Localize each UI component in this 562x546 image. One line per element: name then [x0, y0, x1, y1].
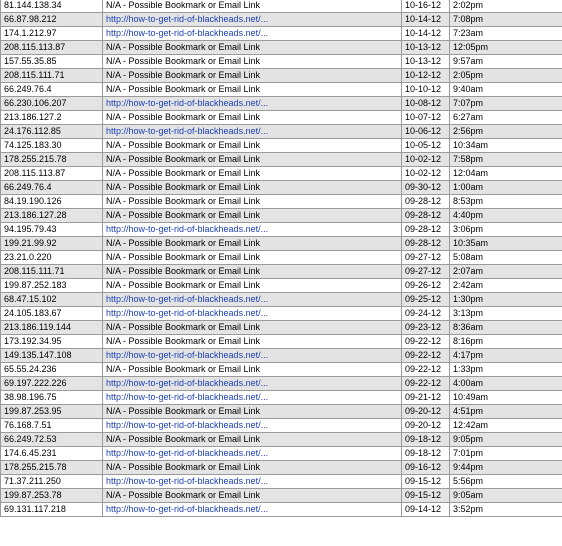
referrer-cell: N/A - Possible Bookmark or Email Link: [103, 363, 402, 377]
time-cell: 9:05pm: [450, 433, 562, 447]
time-cell: 6:27am: [450, 111, 562, 125]
referrer-link[interactable]: http://how-to-get-rid-of-blackheads.net/...: [103, 377, 402, 391]
table-row: [1, 307, 562, 321]
referrer-link[interactable]: http://how-to-get-rid-of-blackheads.net/...: [103, 293, 402, 307]
visitor-log-body: [1, 0, 562, 517]
date-cell: 09-22-12: [402, 349, 450, 363]
ip-address-cell: 84.19.190.126: [1, 195, 103, 209]
ip-address-cell: 199.87.253.95: [1, 405, 103, 419]
date-cell: 09-15-12: [402, 489, 450, 503]
table-row: [1, 279, 562, 293]
table-row: [1, 335, 562, 349]
table-row: [1, 41, 562, 55]
referrer-link[interactable]: http://how-to-get-rid-of-blackheads.net/...: [103, 349, 402, 363]
time-cell: 4:17pm: [450, 349, 562, 363]
date-cell: 10-06-12: [402, 125, 450, 139]
ip-address-cell: 208.115.113.87: [1, 41, 103, 55]
date-cell: 10-10-12: [402, 83, 450, 97]
ip-address-cell: 66.230.106.207: [1, 97, 103, 111]
table-row: [1, 447, 562, 461]
table-row: [1, 475, 562, 489]
referrer-link[interactable]: http://how-to-get-rid-of-blackheads.net/...: [103, 125, 402, 139]
ip-address-cell: 68.47.15.102: [1, 293, 103, 307]
date-cell: 09-26-12: [402, 279, 450, 293]
date-cell: 10-12-12: [402, 69, 450, 83]
referrer-cell: N/A - Possible Bookmark or Email Link: [103, 0, 402, 13]
ip-address-cell: 199.21.99.92: [1, 237, 103, 251]
ip-address-cell: 24.176.112.85: [1, 125, 103, 139]
table-row: [1, 489, 562, 503]
time-cell: 7:08pm: [450, 13, 562, 27]
referrer-cell: N/A - Possible Bookmark or Email Link: [103, 41, 402, 55]
ip-address-cell: 157.55.35.85: [1, 55, 103, 69]
date-cell: 09-28-12: [402, 223, 450, 237]
time-cell: 2:05pm: [450, 69, 562, 83]
time-cell: 4:00am: [450, 377, 562, 391]
table-row: [1, 251, 562, 265]
table-row: [1, 139, 562, 153]
referrer-cell: N/A - Possible Bookmark or Email Link: [103, 489, 402, 503]
time-cell: 5:08am: [450, 251, 562, 265]
referrer-cell: N/A - Possible Bookmark or Email Link: [103, 251, 402, 265]
referrer-cell: N/A - Possible Bookmark or Email Link: [103, 237, 402, 251]
date-cell: 09-22-12: [402, 377, 450, 391]
table-row: [1, 0, 562, 13]
table-row: [1, 391, 562, 405]
time-cell: 2:02pm: [450, 0, 562, 13]
table-row: [1, 461, 562, 475]
date-cell: 09-20-12: [402, 405, 450, 419]
ip-address-cell: 178.255.215.78: [1, 153, 103, 167]
ip-address-cell: 208.115.113.87: [1, 167, 103, 181]
ip-address-cell: 178.255.215.78: [1, 461, 103, 475]
time-cell: 1:33pm: [450, 363, 562, 377]
referrer-link[interactable]: http://how-to-get-rid-of-blackheads.net/...: [103, 27, 402, 41]
date-cell: 10-08-12: [402, 97, 450, 111]
table-row: [1, 111, 562, 125]
ip-address-cell: 208.115.111.71: [1, 265, 103, 279]
referrer-cell: N/A - Possible Bookmark or Email Link: [103, 195, 402, 209]
ip-address-cell: 173.192.34.95: [1, 335, 103, 349]
table-row: [1, 419, 562, 433]
table-row: [1, 167, 562, 181]
time-cell: 3:52pm: [450, 503, 562, 517]
ip-address-cell: 199.87.253.78: [1, 489, 103, 503]
ip-address-cell: 66.249.72.53: [1, 433, 103, 447]
date-cell: 09-27-12: [402, 251, 450, 265]
referrer-cell: N/A - Possible Bookmark or Email Link: [103, 433, 402, 447]
table-row: [1, 181, 562, 195]
ip-address-cell: 23.21.0.220: [1, 251, 103, 265]
referrer-cell: N/A - Possible Bookmark or Email Link: [103, 335, 402, 349]
time-cell: 2:07am: [450, 265, 562, 279]
referrer-cell: N/A - Possible Bookmark or Email Link: [103, 69, 402, 83]
time-cell: 12:05pm: [450, 41, 562, 55]
date-cell: 10-05-12: [402, 139, 450, 153]
table-row: [1, 209, 562, 223]
date-cell: 09-23-12: [402, 321, 450, 335]
table-row: [1, 265, 562, 279]
ip-address-cell: 69.131.117.218: [1, 503, 103, 517]
time-cell: 9:40am: [450, 83, 562, 97]
time-cell: 4:40pm: [450, 209, 562, 223]
referrer-cell: N/A - Possible Bookmark or Email Link: [103, 181, 402, 195]
table-row: [1, 363, 562, 377]
referrer-cell: N/A - Possible Bookmark or Email Link: [103, 153, 402, 167]
date-cell: 09-18-12: [402, 447, 450, 461]
table-row: [1, 97, 562, 111]
table-row: [1, 13, 562, 27]
ip-address-cell: 24.105.183.67: [1, 307, 103, 321]
ip-address-cell: 66.249.76.4: [1, 83, 103, 97]
table-row: [1, 405, 562, 419]
table-row: [1, 195, 562, 209]
ip-address-cell: 213.186.127.28: [1, 209, 103, 223]
referrer-link[interactable]: http://how-to-get-rid-of-blackheads.net/...: [103, 447, 402, 461]
time-cell: 10:49am: [450, 391, 562, 405]
time-cell: 9:44pm: [450, 461, 562, 475]
ip-address-cell: 149.135.147.108: [1, 349, 103, 363]
referrer-cell: N/A - Possible Bookmark or Email Link: [103, 55, 402, 69]
time-cell: 4:51pm: [450, 405, 562, 419]
ip-address-cell: 74.125.183.30: [1, 139, 103, 153]
date-cell: 10-13-12: [402, 55, 450, 69]
table-row: [1, 293, 562, 307]
table-row: [1, 55, 562, 69]
referrer-link[interactable]: http://how-to-get-rid-of-blackheads.net/...: [103, 503, 402, 517]
referrer-link[interactable]: http://how-to-get-rid-of-blackheads.net/...: [103, 13, 402, 27]
table-row: [1, 153, 562, 167]
date-cell: 09-20-12: [402, 419, 450, 433]
table-row: [1, 69, 562, 83]
referrer-link[interactable]: http://how-to-get-rid-of-blackheads.net/...: [103, 307, 402, 321]
date-cell: 10-13-12: [402, 41, 450, 55]
time-cell: 2:56pm: [450, 125, 562, 139]
date-cell: 09-30-12: [402, 181, 450, 195]
date-cell: 09-28-12: [402, 195, 450, 209]
referrer-cell: N/A - Possible Bookmark or Email Link: [103, 265, 402, 279]
time-cell: 9:57am: [450, 55, 562, 69]
ip-address-cell: 208.115.111.71: [1, 69, 103, 83]
time-cell: 10:35am: [450, 237, 562, 251]
ip-address-cell: 213.186.127.2: [1, 111, 103, 125]
time-cell: 7:58pm: [450, 153, 562, 167]
date-cell: 09-16-12: [402, 461, 450, 475]
ip-address-cell: 174.6.45.231: [1, 447, 103, 461]
date-cell: 09-24-12: [402, 307, 450, 321]
ip-address-cell: 66.249.76.4: [1, 181, 103, 195]
date-cell: 09-14-12: [402, 503, 450, 517]
referrer-cell: N/A - Possible Bookmark or Email Link: [103, 111, 402, 125]
table-row: [1, 503, 562, 517]
date-cell: 10-02-12: [402, 167, 450, 181]
referrer-cell: N/A - Possible Bookmark or Email Link: [103, 405, 402, 419]
date-cell: 09-27-12: [402, 265, 450, 279]
ip-address-cell: 199.87.252.183: [1, 279, 103, 293]
time-cell: 8:53pm: [450, 195, 562, 209]
date-cell: 09-21-12: [402, 391, 450, 405]
table-row: [1, 237, 562, 251]
date-cell: 09-28-12: [402, 209, 450, 223]
referrer-cell: N/A - Possible Bookmark or Email Link: [103, 167, 402, 181]
table-row: [1, 321, 562, 335]
date-cell: 10-16-12: [402, 0, 450, 13]
time-cell: 2:42am: [450, 279, 562, 293]
ip-address-cell: 65.55.24.236: [1, 363, 103, 377]
ip-address-cell: 69.197.222.226: [1, 377, 103, 391]
time-cell: 9:05am: [450, 489, 562, 503]
date-cell: 09-18-12: [402, 433, 450, 447]
table-row: [1, 377, 562, 391]
date-cell: 10-02-12: [402, 153, 450, 167]
time-cell: 12:42am: [450, 419, 562, 433]
referrer-cell: N/A - Possible Bookmark or Email Link: [103, 279, 402, 293]
table-row: [1, 433, 562, 447]
date-cell: 10-14-12: [402, 27, 450, 41]
time-cell: 10:34am: [450, 139, 562, 153]
referrer-link[interactable]: http://how-to-get-rid-of-blackheads.net/...: [103, 223, 402, 237]
time-cell: 5:56pm: [450, 475, 562, 489]
date-cell: 09-15-12: [402, 475, 450, 489]
date-cell: 09-22-12: [402, 335, 450, 349]
referrer-link[interactable]: http://how-to-get-rid-of-blackheads.net/...: [103, 391, 402, 405]
date-cell: 10-14-12: [402, 13, 450, 27]
table-row: [1, 349, 562, 363]
date-cell: 09-28-12: [402, 237, 450, 251]
referrer-cell: N/A - Possible Bookmark or Email Link: [103, 209, 402, 223]
referrer-cell: N/A - Possible Bookmark or Email Link: [103, 139, 402, 153]
time-cell: 7:23am: [450, 27, 562, 41]
time-cell: 7:01pm: [450, 447, 562, 461]
table-row: [1, 27, 562, 41]
time-cell: 8:36am: [450, 321, 562, 335]
table-row: [1, 83, 562, 97]
time-cell: 8:16pm: [450, 335, 562, 349]
ip-address-cell: 81.144.138.34: [1, 0, 103, 13]
ip-address-cell: 94.195.79.43: [1, 223, 103, 237]
ip-address-cell: 213.186.119.144: [1, 321, 103, 335]
time-cell: 7:07pm: [450, 97, 562, 111]
ip-address-cell: 76.168.7.51: [1, 419, 103, 433]
table-row: [1, 223, 562, 237]
referrer-cell: N/A - Possible Bookmark or Email Link: [103, 461, 402, 475]
table-row: [1, 125, 562, 139]
ip-address-cell: 38.98.196.75: [1, 391, 103, 405]
referrer-link[interactable]: http://how-to-get-rid-of-blackheads.net/...: [103, 97, 402, 111]
time-cell: 1:00am: [450, 181, 562, 195]
ip-address-cell: 174.1.212.97: [1, 27, 103, 41]
date-cell: 09-25-12: [402, 293, 450, 307]
time-cell: 12:04am: [450, 167, 562, 181]
ip-address-cell: 66.87.98.212: [1, 13, 103, 27]
time-cell: 3:13pm: [450, 307, 562, 321]
ip-address-cell: 71.37.211.250: [1, 475, 103, 489]
referrer-link[interactable]: http://how-to-get-rid-of-blackheads.net/...: [103, 475, 402, 489]
date-cell: 09-22-12: [402, 363, 450, 377]
referrer-cell: N/A - Possible Bookmark or Email Link: [103, 83, 402, 97]
referrer-link[interactable]: http://how-to-get-rid-of-blackheads.net/...: [103, 419, 402, 433]
time-cell: 1:30pm: [450, 293, 562, 307]
time-cell: 3:06pm: [450, 223, 562, 237]
referrer-cell: N/A - Possible Bookmark or Email Link: [103, 321, 402, 335]
date-cell: 10-07-12: [402, 111, 450, 125]
